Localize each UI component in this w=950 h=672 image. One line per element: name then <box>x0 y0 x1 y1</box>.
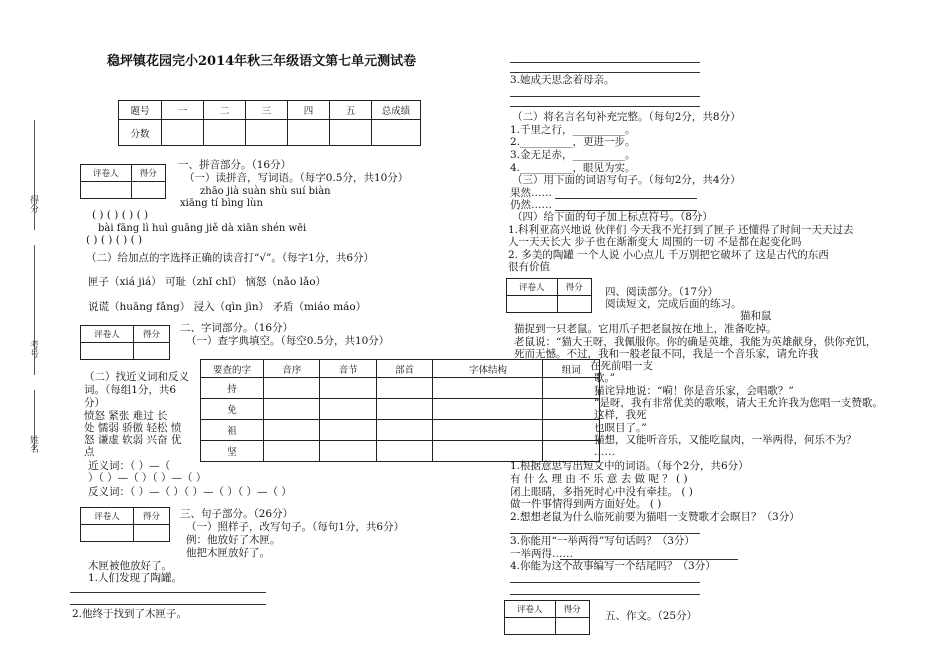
subsection-heading: 词。（每组1分，共6 <box>84 384 177 396</box>
grader-box <box>80 325 170 360</box>
grader-box <box>80 164 166 199</box>
dict-cell[interactable] <box>433 441 543 462</box>
grader-cell[interactable] <box>505 618 556 635</box>
question: 1.人们发现了陶罐。 <box>88 572 183 584</box>
dict-cell[interactable] <box>543 378 600 399</box>
grader-label: 评卷人 <box>81 326 134 343</box>
story-line: …… <box>594 446 615 458</box>
story-line: “是呀，我有非常优美的歌喉，请大王允许我为您唱一支赞歌。 <box>594 397 883 409</box>
dict-cell[interactable] <box>376 399 432 420</box>
answer-line[interactable] <box>510 106 700 107</box>
question: 2.想想老鼠为什么临死前要为猫唱一支赞歌才会瞑目？（3分） <box>510 511 800 523</box>
story-line: 猫想，又能听音乐，又能吃鼠肉，一举两得，何乐不为？ <box>594 434 857 446</box>
score-header: 四 <box>288 101 330 120</box>
question: 3.她成天思念着母亲。 <box>510 74 615 86</box>
subsection-heading: （二）给加点的字选择正确的读音打“√”。（每字1分，共6分） <box>86 252 375 264</box>
dict-cell[interactable] <box>264 420 320 441</box>
dict-char: 坚 <box>201 441 264 462</box>
score-cell[interactable] <box>288 120 330 146</box>
story-title: 猫和鼠 <box>740 310 772 322</box>
subsection-heading: （三）用下面的词语写句子。（每句2分，共4分） <box>512 174 741 186</box>
section-heading: 三、句子部分。（26分） <box>180 508 294 520</box>
word-bank: 处 懦弱 骄傲 轻松 愤 <box>84 422 182 434</box>
dict-cell[interactable] <box>320 378 376 399</box>
story-line: 这样，我死 <box>594 409 647 421</box>
grader-score-label: 得分 <box>131 165 165 182</box>
score-cell[interactable] <box>162 120 204 146</box>
answer-line[interactable] <box>510 96 700 97</box>
word-bank: 愤怒 紧张 难过 长 <box>84 410 168 422</box>
dict-cell[interactable] <box>376 378 432 399</box>
answer-line[interactable] <box>510 582 700 583</box>
grader-box <box>506 278 592 313</box>
dict-char: 持 <box>201 378 264 399</box>
dict-header: 部首 <box>376 360 432 378</box>
section-heading: 四、阅读部分。（17分） <box>605 286 719 298</box>
example-sentence: 他把木匣放好了。 <box>186 547 270 559</box>
reading-choice-row[interactable]: 说谎（huāng fǎng） 浸入（qìn jìn） 矛盾（miáo máo） <box>88 301 367 313</box>
answer-line[interactable] <box>555 198 697 199</box>
example-sentence: 木匣被他放好了。 <box>88 560 172 572</box>
dict-cell[interactable] <box>376 420 432 441</box>
grader-box <box>504 600 590 635</box>
antonym-line[interactable]: 反义词：（ ）—（ ）（ ）—（ ）（ ）—（ ） <box>88 486 292 498</box>
score-header: 二 <box>204 101 246 120</box>
grader-score-label: 得分 <box>133 508 169 525</box>
grader-cell[interactable] <box>507 296 558 313</box>
grader-cell[interactable] <box>81 343 134 360</box>
dict-cell[interactable] <box>320 399 376 420</box>
answer-line[interactable] <box>510 72 700 73</box>
dict-header: 音序 <box>264 360 320 378</box>
punctuation-sentence: 1.科利亚高兴地说 伙伴们 今天我不光打到了匣子 还懂得了时间一天天过去 <box>508 224 854 236</box>
pinyin-line: bài fāng lì huì guāng jiě dà xiān shén wēi <box>98 223 307 234</box>
grader-cell[interactable] <box>555 618 589 635</box>
question-item[interactable]: 做一件事情得到两方面好处。 ( ) <box>510 498 662 510</box>
word-prompt: 果然…… <box>510 187 552 199</box>
score-header: 三 <box>246 101 288 120</box>
punctuation-sentence: 很有价值 <box>508 261 550 273</box>
dict-header: 音节 <box>320 360 376 378</box>
question: 2.他终于找到了木匣子。 <box>72 608 188 620</box>
subsection-heading: （一）查字典填空。（每空0.5分，共10分） <box>186 335 390 347</box>
proverb-item[interactable]: 2.__________，更进一步。 <box>510 136 636 148</box>
story-line: 猫诧异地说：“嗬！你是音乐家，会唱歌？” <box>594 385 794 397</box>
reading-choice-row[interactable]: 匣子（xiá jiá） 可耻（zhǐ chǐ） 恼怒（nǎo lǎo） <box>88 276 327 288</box>
subsection-heading: （四）给下面的句子加上标点符号。（8分） <box>512 211 713 223</box>
answer-line[interactable] <box>510 62 700 63</box>
pinyin-line: zhāo jià suàn shù suí biàn <box>200 186 331 197</box>
margin-line <box>34 120 35 230</box>
answer-line[interactable] <box>510 533 700 534</box>
dict-cell[interactable] <box>376 441 432 462</box>
story-line: 歌。” <box>594 372 616 384</box>
word-bank: 怒 谦虚 软弱 兴奋 优 <box>84 434 182 446</box>
score-row-label: 分数 <box>119 120 162 146</box>
story-line: 老鼠说：“猫大王呀，我佩服你。你的确是英雄，我能为英雄献身，供你充饥， <box>514 336 877 348</box>
question: 3.你能用“一举两得”写句话吗？（3分） <box>510 535 695 547</box>
dict-cell[interactable] <box>433 399 543 420</box>
score-header: 总成绩 <box>372 101 421 120</box>
grader-score-label: 得分 <box>133 326 169 343</box>
grader-cell[interactable] <box>133 343 169 360</box>
story-line: 猫捉到一只老鼠。它用爪子把老鼠按在地上，准备吃掉。 <box>514 323 777 335</box>
grader-score-label: 得分 <box>557 279 591 296</box>
dict-cell[interactable] <box>433 420 543 441</box>
score-table <box>118 100 421 146</box>
name-margin-label: 姓名 <box>28 435 38 453</box>
grader-label: 评卷人 <box>505 601 556 618</box>
grader-box <box>80 507 170 542</box>
proverb-item[interactable]: 3.金无足赤，__________。 <box>510 149 636 161</box>
dict-header: 组词 <box>543 360 600 378</box>
question-item[interactable]: 有 什 么 理 由 不 乐 意 去 做 呢 ？ ( ) <box>510 473 688 485</box>
synonym-line[interactable]: 近义词：（ ）—（ <box>88 460 171 472</box>
proverb-item[interactable]: 1.千里之行，__________。 <box>510 124 636 136</box>
grader-cell[interactable] <box>81 525 134 542</box>
dict-cell[interactable] <box>543 399 600 420</box>
subsection-heading: （一）读拼音，写词语。（每字0.5分，共10分） <box>184 172 409 184</box>
grader-cell[interactable] <box>131 182 165 199</box>
dictionary-table <box>200 359 600 462</box>
dict-cell[interactable] <box>264 399 320 420</box>
punctuation-sentence: 2. 多美的陶罐 一个人说 小心点儿 千万别把它破坏了 这是古代的东西 <box>508 249 829 261</box>
dict-cell[interactable] <box>264 378 320 399</box>
answer-line[interactable] <box>70 604 266 605</box>
story-line: 在死前唱一支 <box>590 360 653 372</box>
story-line: 也瞑目了。” <box>594 422 647 434</box>
dict-cell[interactable] <box>543 441 600 462</box>
dict-cell[interactable] <box>264 441 320 462</box>
score-header: 五 <box>330 101 372 120</box>
answer-line[interactable] <box>510 594 700 595</box>
dict-cell[interactable] <box>320 420 376 441</box>
page-title: 稳坪镇花园完小2014年秋三年级语文第七单元测试卷 <box>107 54 417 69</box>
exam-no-margin-label: 考号 <box>28 340 38 358</box>
question: 1.根据意思写出短文中的词语。（每个2分，共6分） <box>510 460 749 472</box>
dict-char: 免 <box>201 399 264 420</box>
subsection-heading: （二）找近义词和反义 <box>84 371 189 383</box>
synonym-line[interactable]: ）（ ）—（ ）（ ）—（ ） <box>88 472 207 484</box>
dict-header: 字体结构 <box>433 360 543 378</box>
word-bank: 点 <box>84 446 95 458</box>
proverb-item[interactable]: 4.__________，眼见为实。 <box>510 162 636 174</box>
section-heading: 五、作文。（25分） <box>605 610 698 622</box>
answer-line[interactable] <box>70 592 266 593</box>
answer-brackets[interactable]: ( ) ( ) ( ) ( ) <box>92 209 149 221</box>
section-heading: 一、拼音部分。（16分） <box>178 159 292 171</box>
question-item: 一举两得…… <box>510 548 573 560</box>
example-sentence: 例：他放好了木匣。 <box>186 534 281 546</box>
story-line: 死而无憾。不过，我和一般老鼠不同，我是一个音乐家，请允许我 <box>514 348 819 360</box>
question-item[interactable]: 闭上眼睛，多指死时心中没有牵挂。 ( ) <box>510 486 693 498</box>
grader-label: 评卷人 <box>507 279 558 296</box>
dict-cell[interactable] <box>320 441 376 462</box>
score-header: 一 <box>162 101 204 120</box>
section-heading: 二、字词部分。（16分） <box>180 322 294 334</box>
dict-cell[interactable] <box>543 420 600 441</box>
subsection-heading: 分） <box>84 397 105 409</box>
score-cell[interactable] <box>204 120 246 146</box>
subsection-heading: （一）照样子，改写句子。（每句1分，共6分） <box>186 521 405 533</box>
grader-score-label: 得分 <box>555 601 589 618</box>
score-cell[interactable] <box>372 120 421 146</box>
subsection-heading: （二）将名言名句补充完整。（每句2分，共8分） <box>512 111 741 123</box>
score-cell[interactable] <box>330 120 372 146</box>
score-margin-label: 得分 <box>28 195 38 213</box>
dict-header: 要查的字 <box>201 360 264 378</box>
grader-cell[interactable] <box>557 296 591 313</box>
reading-intro: 阅读短文，完成后面的练习。 <box>605 298 742 310</box>
grader-cell[interactable] <box>81 182 132 199</box>
punctuation-sentence: 人一天天长大 步子也在渐渐变大 周围的一切 不是都在起变化吗 <box>508 236 802 248</box>
dict-char: 祖 <box>201 420 264 441</box>
dict-cell[interactable] <box>433 378 543 399</box>
pinyin-line: xiāng tí bìng lùn <box>180 198 263 209</box>
score-cell[interactable] <box>246 120 288 146</box>
question: 4.你能为这个故事编写一个结尾吗？（3分） <box>510 560 716 572</box>
grader-cell[interactable] <box>133 525 169 542</box>
word-prompt: 仍然…… <box>510 199 552 211</box>
answer-brackets[interactable]: ( ) ( ) ( ) ( ) <box>86 234 143 246</box>
score-header: 题号 <box>119 101 162 120</box>
grader-label: 评卷人 <box>81 165 132 182</box>
grader-label: 评卷人 <box>81 508 134 525</box>
